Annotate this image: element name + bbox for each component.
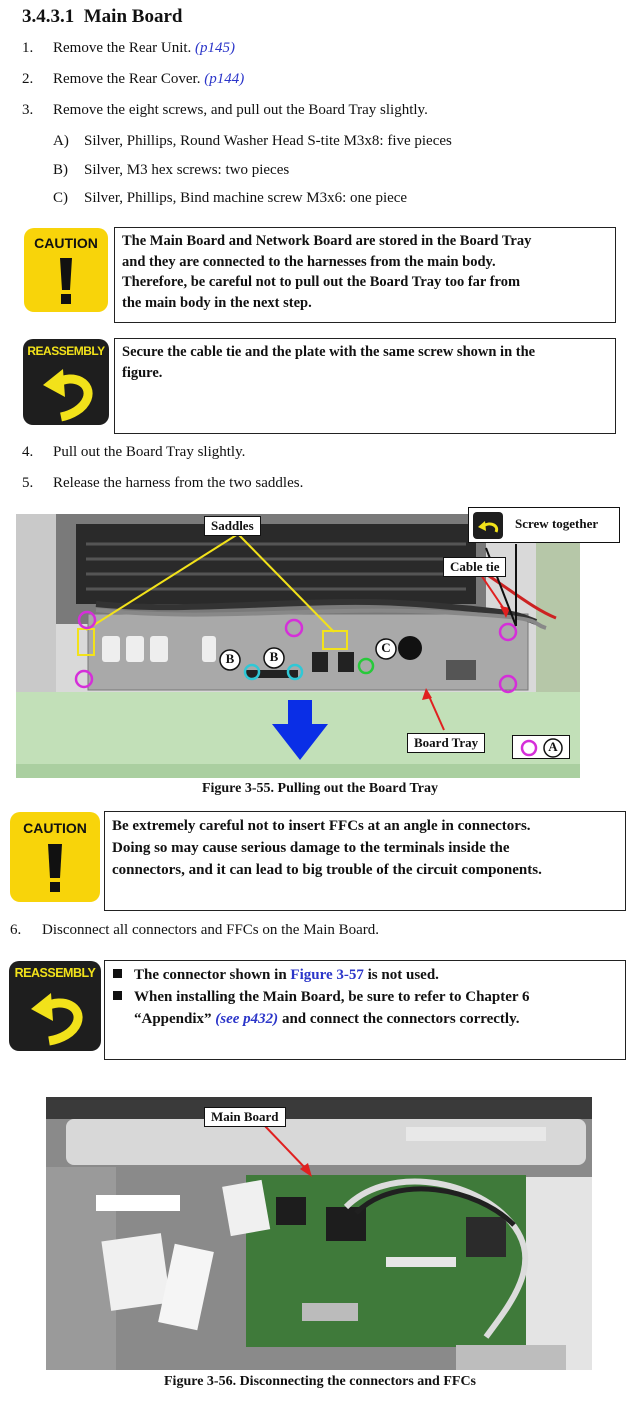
callout-main-board: Main Board <box>204 1107 286 1127</box>
callout-board-tray: Board Tray <box>407 733 485 753</box>
step-text: Pull out the Board Tray slightly. <box>53 444 246 460</box>
step-text: Remove the Rear Cover. <box>53 71 201 87</box>
substep-a <box>53 133 613 153</box>
caution-note-2 <box>104 811 626 911</box>
page-link-p144[interactable]: (p144) <box>204 71 245 87</box>
substep-label: A) <box>53 133 69 149</box>
undo-arrow-icon <box>23 339 109 425</box>
screw-legend-a <box>512 735 570 759</box>
substep-text: Silver, M3 hex screws: two pieces <box>84 162 290 178</box>
reassembly-icon <box>23 339 109 425</box>
note-line: Be extremely careful not to insert FFCs at an angle in connectors. <box>112 818 531 834</box>
reassembly-icon-label: REASSEMBLY <box>14 966 96 980</box>
figure-3-55-photo <box>16 514 580 778</box>
figure-3-56-photo <box>46 1097 592 1370</box>
note-line: The Main Board and Network Board are stored in the Board Tray <box>122 233 532 249</box>
note-line: figure. <box>122 364 163 381</box>
page-link-p145[interactable]: (p145) <box>195 40 236 56</box>
note-line: the main body in the next step. <box>122 294 312 311</box>
screw-label-b2: B <box>269 649 279 664</box>
screw-label-c: C <box>381 640 391 655</box>
step-5 <box>22 475 622 495</box>
screw-label-b1: B <box>225 651 235 666</box>
section-heading <box>22 6 182 28</box>
substep-text: Silver, Phillips, Bind machine screw M3x6: one piece <box>84 190 408 206</box>
caution-icon <box>24 228 108 312</box>
caution-icon-label: CAUTION <box>34 235 98 251</box>
substep-label: B) <box>53 162 68 178</box>
exclamation-icon <box>24 228 108 312</box>
main-board-illustration <box>46 1097 592 1370</box>
step-number: 3. <box>22 102 34 118</box>
step-2 <box>22 71 622 91</box>
reassembly-note-1 <box>114 338 616 434</box>
caution-icon-label: CAUTION <box>23 820 87 836</box>
undo-arrow-icon <box>9 961 101 1051</box>
substep-text: Silver, Phillips, Round Washer Head S-tite M3x8: five pieces <box>84 133 452 149</box>
legend-markers <box>513 736 571 760</box>
step-number: 5. <box>22 475 34 491</box>
bullet-item-2: When installing the Main Board, be sure to refer to Chapter 6 <box>113 986 618 1008</box>
caution-icon <box>10 812 100 902</box>
callout-screw-together <box>468 507 620 543</box>
note-line: connectors, and it can lead to big trouble of the circuit components. <box>112 862 542 878</box>
step-4 <box>22 444 622 464</box>
screw-together-text: Screw together <box>515 516 599 531</box>
note-line: Doing so may cause serious damage to the terminals inside the <box>112 840 510 856</box>
reassembly-note-2 <box>104 960 626 1060</box>
reassembly-icon-label: REASSEMBLY <box>27 344 105 358</box>
callout-saddles: Saddles <box>204 516 261 536</box>
step-number: 4. <box>22 444 34 460</box>
step-number: 1. <box>22 40 34 56</box>
substep-label: C) <box>53 190 68 206</box>
reassembly-mini-icon <box>473 512 503 539</box>
step-number: 6. <box>10 922 22 938</box>
step-1 <box>22 40 622 60</box>
note-line: and they are connected to the harnesses from the main body. <box>122 253 496 270</box>
board-tray-illustration <box>16 514 580 778</box>
section-title: Main Board <box>83 6 183 27</box>
page-link-p432[interactable]: (see p432) <box>215 1011 279 1027</box>
note-line: Secure the cable tie and the plate with the same screw shown in the <box>122 344 536 360</box>
step-text: Remove the Rear Unit. <box>53 40 192 56</box>
step-text: Remove the eight screws, and pull out the Board Tray slightly. <box>53 102 428 118</box>
step-3 <box>22 102 622 122</box>
reassembly-icon <box>9 961 101 1051</box>
bullet-square <box>113 991 122 1000</box>
note-line: Therefore, be careful not to pull out the Board Tray too far from <box>122 274 521 290</box>
figure-3-57-link[interactable]: Figure 3-57 <box>290 967 364 983</box>
figure-3-56-caption: Figure 3-56. Disconnecting the connectors and FFCs <box>164 1374 476 1389</box>
legend-letter-a: A <box>548 739 558 754</box>
section-number: 3.4.3.1 <box>22 6 75 27</box>
exclamation-icon <box>10 812 100 902</box>
step-text: Disconnect all connectors and FFCs on the Main Board. <box>42 922 380 938</box>
substep-c <box>53 190 613 210</box>
callout-cable-tie: Cable tie <box>443 557 506 577</box>
bullet-item-2-cont: “Appendix” (see p432) and connect the connectors correctly. <box>134 1011 520 1027</box>
figure-3-55-caption: Figure 3-55. Pulling out the Board Tray <box>201 781 439 796</box>
step-number: 2. <box>22 71 34 87</box>
bullet-item-1: The connector shown in Figure 3-57 is not used. <box>113 964 618 986</box>
step-text: Release the harness from the two saddles. <box>53 475 304 491</box>
substep-b <box>53 162 613 182</box>
caution-note-1 <box>114 227 616 323</box>
bullet-square <box>113 969 122 978</box>
step-6 <box>10 922 630 942</box>
